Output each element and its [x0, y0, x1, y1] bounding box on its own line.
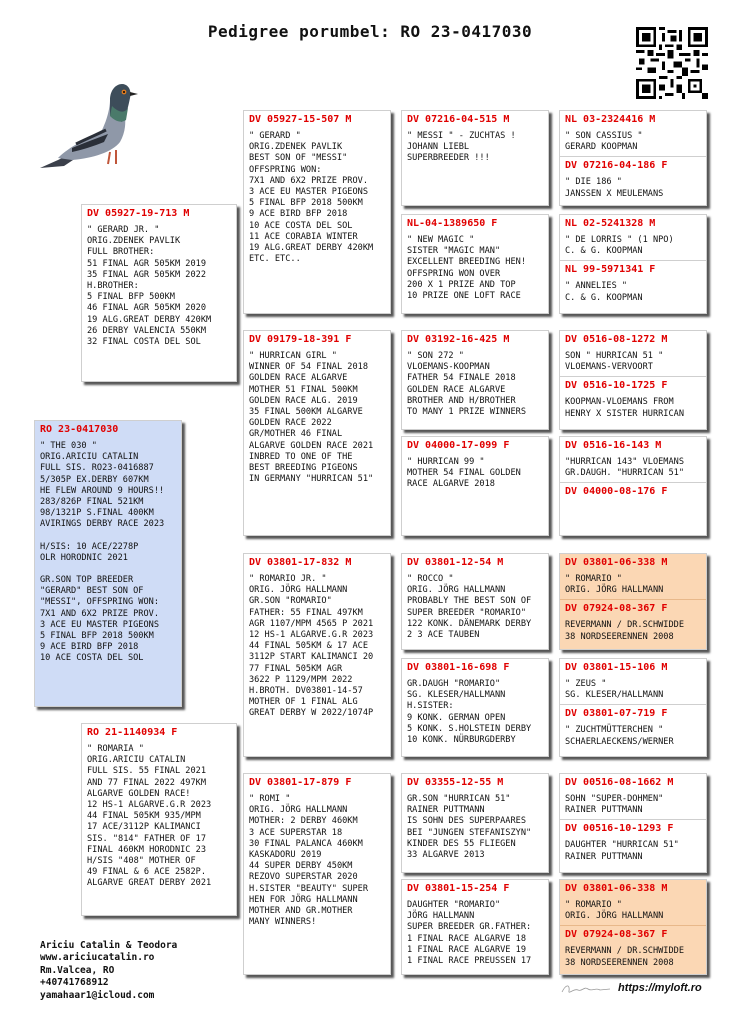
pedigree-line: 7X1 AND 6X2 PRIZE PROV. — [249, 175, 368, 186]
pedigree-line: PROBABLY THE BEST SON OF — [407, 596, 532, 607]
pedigree-line: MOTHER 51 FINAL 500KM — [249, 384, 358, 395]
gen4-entry — [560, 704, 706, 750]
gen4-dd-card — [559, 436, 707, 536]
dam-sire-card — [243, 553, 391, 757]
pedigree-line: C. & G. KOOPMAN — [565, 292, 643, 303]
pedigree-line: SIS. "814" FATHER OF 17 — [87, 833, 206, 844]
pedigree-line: " DE LORRIS " (1 NPO) — [565, 235, 674, 245]
ring-number: DV 04000-08-176 F — [565, 486, 668, 498]
pedigree-line: " ZEUS " — [565, 679, 607, 689]
pedigree-line: SOHN "SUPER-DOHMEN" — [565, 794, 664, 804]
ring-number: DV 05927-15-507 M — [249, 114, 352, 125]
pedigree-line: MOTHER AND GR.MOTHER — [249, 906, 353, 917]
sdd-card — [401, 436, 549, 536]
pedigree-line: GR.SON "HURRICAN 51" — [407, 794, 511, 804]
spacer — [40, 564, 176, 575]
pedigree-line: SUPER BREEDER "ROMARIO" — [407, 607, 526, 618]
pedigree-line: " DIE 186 " — [565, 177, 622, 188]
pedigree-line: " ROMI " — [249, 794, 291, 804]
pedigree-line: 5 KONK. S.HOLSTEIN DERBY — [407, 723, 532, 734]
pedigree-line: JÖRG HALLMANN — [407, 911, 475, 922]
pedigree-line: HENRY X SISTER HURRICAN — [565, 408, 684, 419]
ring-number: DV 03355-12-55 M — [407, 777, 504, 788]
gen4-dss-card — [559, 553, 707, 650]
pedigree-line: KASKADORU 2019 — [249, 850, 322, 861]
pedigree-line: 12 HS-1 ALGARVE.G.R 2023 — [87, 800, 212, 811]
ring-number: DV 03801-07-719 F — [565, 708, 668, 720]
pedigree-line: " HURRICAN GIRL " — [249, 351, 337, 361]
ddd-entry — [402, 880, 548, 970]
pedigree-line: EXCELLENT BREEDING HEN! — [407, 257, 526, 268]
pedigree-line: 44 SUPER DERBY 450KM — [249, 861, 353, 872]
pedigree-line: GOLDEN RACE ALG. 2019 — [249, 395, 358, 406]
pedigree-line: " ROMARIO " — [565, 900, 622, 910]
pedigree-line: " GERARD " — [249, 131, 301, 141]
pedigree-line: 10 ACE COSTA DEL SOL — [249, 220, 353, 231]
pedigree-line: MOTHER: 2 DERBY 460KM — [249, 816, 358, 827]
pedigree-line: " ROMARIO " — [565, 574, 622, 584]
ring-number: NL 02-5241328 M — [565, 218, 656, 229]
pedigree-line: REZOVO SUPERSTAR 2020 — [249, 872, 358, 883]
pedigree-line: 3 ACE EU MASTER PIGEONS — [40, 619, 159, 630]
pedigree-line: 2 3 ACE TAUBEN — [407, 630, 480, 641]
breeder-website[interactable]: www.ariciucatalin.ro — [40, 952, 155, 964]
pedigree-line: " NEW MAGIC " — [407, 235, 475, 245]
ring-number: DV 03801-06-338 M — [565, 883, 668, 894]
ring-number: RO 23-0417030 — [40, 424, 119, 435]
dds-entry — [402, 774, 548, 864]
gen4-entry — [560, 260, 706, 306]
gen4-sd-card — [559, 214, 707, 314]
pedigree-line: SUPER BREEDER GR.FATHER: — [407, 922, 532, 933]
pedigree-line: ORIG.ZDENEK PAVLIK — [87, 236, 181, 247]
pedigree-line: 98/1321P S.FINAL 400KM — [40, 508, 154, 519]
pedigree-line: REVERMANN / DR.SCHWIDDE — [565, 620, 684, 631]
pedigree-line: " ANNELIES " — [565, 281, 628, 292]
pedigree-line: 3 ACE SUPERSTAR 18 — [249, 827, 343, 838]
pedigree-line: " GERARD JR. " — [87, 225, 160, 235]
ssd-card — [401, 214, 549, 314]
pedigree-line: ORIG. JÖRG HALLMANN — [565, 585, 664, 596]
pedigree-line: 38 NORDSEERENNEN 2008 — [565, 631, 674, 642]
pigeon-illustration — [36, 72, 146, 172]
pedigree-line: RAINER PUTTMANN — [565, 851, 643, 862]
pedigree-line: H.BROTH. DV03801-14-57 — [249, 686, 363, 697]
pedigree-line: SG. KLESER/HALLMANN — [565, 690, 664, 701]
pedigree-line: 30 FINAL PALANCA 460KM — [249, 838, 363, 849]
pedigree-line: 44 FINAL 505KM 935/MPM — [87, 811, 201, 822]
pedigree-line: " ZUCHTMÜTTERCHEN " — [565, 725, 664, 736]
pedigree-line: 3 ACE EU MASTER PIGEONS — [249, 187, 368, 198]
pedigree-line: FULL SIS. RO23-0416887 — [40, 463, 154, 474]
sire-dam-entry — [244, 331, 390, 488]
pedigree-line: SG. KLESER/HALLMANN — [407, 690, 506, 701]
ring-number: DV 03801-15-106 M — [565, 662, 668, 673]
ring-number: DV 03801-15-254 F — [407, 883, 510, 894]
pedigree-line: DAUGHTER "ROMARIO" — [407, 900, 501, 910]
pedigree-line: ORIG. JÖRG HALLMANN — [565, 911, 664, 922]
pedigree-line: 10 ACE COSTA DEL SOL — [40, 653, 144, 664]
pedigree-line: IS SOHN DES SUPERPAARES — [407, 816, 526, 827]
gen4-entry — [560, 599, 706, 645]
pedigree-line: BEST SON OF "MESSI" — [249, 153, 348, 164]
pedigree-line: " HURRICAN 99 " — [407, 457, 485, 467]
pedigree-line: AGR 1107/MPM 4565 P 2021 — [249, 618, 374, 629]
pedigree-line: 5/305P EX.DERBY 607KM — [40, 474, 149, 485]
pedigree-line: SISTER "MAGIC MAN" — [407, 246, 501, 257]
pedigree-line: ALGARVE GREAT DERBY 2021 — [87, 878, 212, 889]
pedigree-line: " SON 272 " — [407, 351, 464, 361]
pedigree-line: KOOPMAN-VLOEMANS FROM — [565, 397, 674, 408]
ring-number: NL 99-5971341 F — [565, 264, 656, 276]
pedigree-line: " SON CASSIUS " — [565, 131, 643, 141]
sss-entry — [402, 111, 548, 168]
sdd-entry — [402, 437, 548, 494]
ring-number: DV 03801-12-54 M — [407, 557, 504, 568]
pedigree-line: HEN FOR JÖRG HALLMANN — [249, 894, 358, 905]
pedigree-line: "HURRICAN 143" VLOEMANS — [565, 457, 684, 467]
pedigree-line: 7X1 AND 6X2 PRIZE PROV. — [40, 608, 159, 619]
pedigree-line: GR/MOTHER 46 FINAL — [249, 429, 343, 440]
pedigree-line: JANSSEN X MEULEMANS — [565, 188, 664, 199]
ring-number: DV 00516-08-1662 M — [565, 777, 674, 788]
pedigree-line: SUPERBREEDER !!! — [407, 153, 490, 164]
dam-dam-card — [243, 773, 391, 975]
pedigree-line: FULL SIS. 55 FINAL 2021 — [87, 766, 206, 777]
ring-number: RO 21-1140934 F — [87, 727, 178, 738]
pedigree-line: 10 KONK. NÜRBURGDERBY — [407, 735, 516, 746]
pedigree-line: TO MANY 1 PRIZE WINNERS — [407, 407, 526, 418]
ring-number: DV 07216-04-515 M — [407, 114, 510, 125]
pedigree-line: ORIG. JÖRG HALLMANN — [249, 805, 348, 816]
sire-sire-card — [243, 110, 391, 314]
pedigree-line: ORIG.ARICIU CATALIN — [87, 755, 186, 766]
pedigree-line: " ROMARIA " — [87, 744, 144, 754]
pedigree-line: RAINER PUTTMANN — [407, 805, 485, 816]
dam-card — [81, 723, 237, 916]
pedigree-line: GOLDEN RACE ALGARVE — [249, 373, 348, 384]
ring-number: NL 03-2324416 M — [565, 114, 656, 125]
pedigree-line: BEI "JUNGEN STEFANISZYN" — [407, 827, 532, 838]
breeder-name: Ariciu Catalin & Teodora — [40, 940, 178, 951]
pedigree-line: VLOEMANS-VERVOORT — [565, 362, 653, 373]
pedigree-line: GREAT DERBY W 2022/1074P — [249, 708, 374, 719]
pedigree-line: OFFSPRING WON: — [249, 164, 322, 175]
pedigree-line: RAINER PUTTMANN — [565, 805, 643, 816]
ddd-card — [401, 879, 549, 975]
pedigree-line: FINAL 460KM HORODNIC 23 — [87, 844, 206, 855]
pedigree-line: 200 X 1 PRIZE AND TOP — [407, 279, 516, 290]
pedigree-line: 49 FINAL & 6 ACE 2582P. — [87, 867, 206, 878]
sire-card — [81, 204, 237, 382]
ring-number: DV 03192-16-425 M — [407, 334, 510, 345]
pedigree-line: H.SISTER "BEAUTY" SUPER — [249, 883, 368, 894]
pedigree-line: GERARD KOOPMAN — [565, 142, 638, 153]
pedigree-line: 9 ACE BIRD BFP 2018 — [249, 209, 348, 220]
sss-card — [401, 110, 549, 206]
pedigree-line: ALGARVE GOLDEN RACE! — [87, 788, 191, 799]
gen4-entry — [560, 331, 706, 376]
pedigree-line: 1 FINAL RACE PREUSSEN 17 — [407, 956, 532, 967]
pedigree-line: 33 ALGARVE 2013 — [407, 850, 485, 861]
gen4-entry — [560, 819, 706, 865]
ssd-entry — [402, 215, 548, 305]
pedigree-line: VLOEMANS-KOOPMAN — [407, 362, 490, 373]
pedigree-line: 44 FINAL 505KM & 17 ACE — [249, 641, 368, 652]
pedigree-line: 283/826P FINAL 521KM — [40, 497, 144, 508]
pedigree-line: 5 FINAL BFP 500KM — [87, 292, 175, 303]
ring-number: DV 03801-17-879 F — [249, 777, 352, 788]
pedigree-line: H.SISTER: — [407, 701, 454, 712]
ring-number: DV 09179-18-391 F — [249, 334, 352, 345]
breeder-contact — [40, 940, 177, 1002]
pedigree-line: 3112P START KALIMANCI 20 — [249, 652, 374, 663]
pedigree-line: ORIG. JÖRG HALLMANN — [249, 585, 348, 596]
gen4-entry — [560, 659, 706, 704]
sds-card — [401, 330, 549, 430]
gen4-entry — [560, 880, 706, 925]
pedigree-line: GOLDEN RACE 2022 — [249, 418, 332, 429]
pedigree-line: " ROCCO " — [407, 574, 454, 584]
gen4-entry — [560, 156, 706, 202]
pedigree-line: GR.SON TOP BREEDER — [40, 575, 134, 586]
pedigree-line: JOHANN LIEBL — [407, 142, 470, 153]
pedigree-line: RACE ALGARVE 2018 — [407, 479, 495, 490]
pedigree-line: GR.DAUGH. "HURRICAN 51" — [565, 468, 684, 479]
pedigree-line: MOTHER 54 FINAL GOLDEN — [407, 468, 521, 479]
pedigree-line: 10 PRIZE ONE LOFT RACE — [407, 291, 521, 302]
ring-number: DV 03801-17-832 M — [249, 557, 352, 568]
pedigree-line: 77 FINAL 505KM AGR — [249, 663, 343, 674]
gen4-ss-card — [559, 110, 707, 206]
gen4-ddd-card — [559, 879, 707, 975]
subject-card — [34, 420, 182, 707]
ring-number: DV 03801-06-338 M — [565, 557, 668, 568]
pedigree-line: 26 DERBY VALENCIA 550KM — [87, 325, 206, 336]
dss-card — [401, 553, 549, 650]
pedigree-line: FATHER: 55 FINAL 497KM — [249, 607, 363, 618]
pedigree-line: SON " HURRICAN 51 " — [565, 351, 664, 361]
breeder-phone[interactable]: +40741768912 — [40, 977, 109, 989]
sire-entry — [82, 205, 236, 351]
pedigree-line: GR.SON "ROMARIO" — [249, 596, 332, 607]
ring-number: DV 0516-16-143 M — [565, 440, 662, 451]
pedigree-line: " MESSI " - ZUCHTAS ! — [407, 131, 516, 141]
sire-dam-card — [243, 330, 391, 536]
pedigree-line: 11 ACE CORABIA WINTER — [249, 231, 358, 242]
dam-dam-entry — [244, 774, 390, 931]
pedigree-line: 35 FINAL AGR 505KM 2022 — [87, 269, 206, 280]
pedigree-line: 46 FINAL AGR 505KM 2020 — [87, 303, 206, 314]
pedigree-line: 122 KONK. DÄNEMARK DERBY — [407, 618, 532, 629]
ring-number: NL-04-1389650 F — [407, 218, 498, 229]
pedigree-line: IN GERMANY "HURRICAN 51" — [249, 474, 374, 485]
pedigree-line: OFFSPRING WON OVER — [407, 268, 501, 279]
ring-number: DV 0516-08-1272 M — [565, 334, 668, 345]
pedigree-line: 38 NORDSEERENNEN 2008 — [565, 957, 674, 968]
ring-number: DV 0516-10-1725 F — [565, 380, 668, 392]
pedigree-line: ETC. ETC.. — [249, 254, 301, 265]
pedigree-line: 9 KONK. GERMAN OPEN — [407, 712, 506, 723]
ring-number: DV 03801-16-698 F — [407, 662, 510, 673]
gen4-ds-card — [559, 330, 707, 430]
gen4-entry — [560, 774, 706, 819]
pedigree-line: MANY WINNERS! — [249, 917, 317, 928]
dam-sire-entry — [244, 554, 390, 723]
ring-number: DV 07924-08-367 F — [565, 929, 668, 941]
breeder-email[interactable]: yamahaar1@icloud.com — [40, 989, 155, 1001]
pedigree-line: OLR HORODNIC 2021 — [40, 552, 128, 563]
gen4-entry — [560, 111, 706, 156]
pedigree-line: WINNER OF 54 FINAL 2018 — [249, 362, 368, 373]
pedigree-line: ORIG.ARICIU CATALIN — [40, 452, 139, 463]
pedigree-line: 1 FINAL RACE ALGARVE 18 — [407, 933, 526, 944]
pedigree-line: 5 FINAL BFP 2018 500KM — [249, 198, 363, 209]
pedigree-line: KINDER DES 55 FLIEGEN — [407, 838, 516, 849]
pedigree-line: "GERARD" BEST SON OF — [40, 586, 144, 597]
pedigree-line: 19 ALG.GREAT DERBY 420KM — [87, 314, 212, 325]
pedigree-line: H/SIS "408" MOTHER OF — [87, 856, 196, 867]
pedigree-line: AVIRINGS DERBY RACE 2023 — [40, 519, 165, 530]
pedigree-line: " ROMARIO JR. " — [249, 574, 327, 584]
gen4-entry — [560, 376, 706, 422]
sds-entry — [402, 331, 548, 421]
pedigree-line: 19 ALG.GREAT DERBY 420KM — [249, 243, 374, 254]
pedigree-line: DAUGHTER "HURRICAN 51" — [565, 840, 679, 851]
dsd-card — [401, 658, 549, 757]
pedigree-line: SCHAERLAECKENS/WERNER — [565, 736, 674, 747]
gen4-entry — [560, 925, 706, 971]
pedigree-line: ALGARVE GOLDEN RACE 2021 — [249, 440, 374, 451]
pedigree-line: FULL BROTHER: — [87, 247, 155, 258]
pedigree-line: INBRED TO ONE OF THE — [249, 451, 353, 462]
dss-entry — [402, 554, 548, 644]
spacer — [40, 531, 176, 542]
pedigree-line: 12 HS-1 ALGARVE.G.R 2023 — [249, 630, 374, 641]
pedigree-line: 35 FINAL 500KM ALGARVE — [249, 407, 363, 418]
dds-card — [401, 773, 549, 873]
pedigree-line: 51 FINAL AGR 505KM 2019 — [87, 258, 206, 269]
sire-sire-entry — [244, 111, 390, 268]
gen4-entry — [560, 437, 706, 482]
pedigree-line: " THE 030 " — [40, 441, 97, 451]
ring-number: DV 04000-17-099 F — [407, 440, 510, 451]
pedigree-line: HE FLEW AROUND 9 HOURS!! — [40, 485, 165, 496]
myloft-link[interactable]: https://myloft.ro — [618, 982, 702, 994]
pedigree-line: AND 77 FINAL 2022 497KM — [87, 777, 206, 788]
dam-entry — [82, 724, 236, 893]
pedigree-line: REVERMANN / DR.SCHWIDDE — [565, 946, 684, 957]
ring-number: DV 07924-08-367 F — [565, 603, 668, 615]
pedigree-line: H/SIS: 10 ACE/2278P — [40, 541, 139, 552]
gen4-dds-card — [559, 773, 707, 873]
qr-code — [636, 27, 708, 99]
pedigree-line: 1 FINAL RACE ALGARVE 19 — [407, 944, 526, 955]
subject-entry — [35, 421, 181, 668]
ring-number: DV 05927-19-713 M — [87, 208, 190, 219]
ring-number: DV 07216-04-186 F — [565, 160, 668, 172]
gen4-dsd-card — [559, 658, 707, 757]
pedigree-line: H.BROTHER: — [87, 281, 139, 292]
pedigree-line: GR.DAUGH "ROMARIO" — [407, 679, 501, 689]
ring-number: DV 00516-10-1293 F — [565, 823, 674, 835]
pedigree-line: ORIG. JÖRG HALLMANN — [407, 585, 506, 596]
pedigree-line: BROTHER AND H/BROTHER — [407, 395, 516, 406]
pedigree-line: C. & G. KOOPMAN — [565, 246, 643, 257]
pedigree-line: 5 FINAL BFP 2018 500KM — [40, 631, 154, 642]
pedigree-line: "MESSI", OFFSPRING WON: — [40, 597, 159, 608]
signature-mark — [560, 982, 612, 996]
pedigree-line: MOTHER OF 1 FINAL ALG — [249, 697, 358, 708]
pedigree-line: BEST BREEDING PIGEONS — [249, 463, 358, 474]
dsd-entry — [402, 659, 548, 749]
breeder-city: Rm.Valcea, RO — [40, 964, 115, 976]
gen4-entry — [560, 482, 706, 506]
pedigree-line: GOLDEN RACE ALGARVE — [407, 384, 506, 395]
pedigree-line: 9 ACE BIRD BFP 2018 — [40, 642, 139, 653]
pedigree-line: 32 FINAL COSTA DEL SOL — [87, 337, 201, 348]
gen4-entry — [560, 215, 706, 260]
pedigree-line: ORIG.ZDENEK PAVLIK — [249, 142, 343, 153]
pedigree-line: 3622 P 1129/MPM 2022 — [249, 674, 353, 685]
pedigree-line: 17 ACE/3112P KALIMANCI — [87, 822, 201, 833]
page-title: Pedigree porumbel: RO 23-0417030 — [207, 22, 533, 41]
gen4-entry — [560, 554, 706, 599]
pedigree-line: FATHER 54 FINALE 2018 — [407, 373, 516, 384]
